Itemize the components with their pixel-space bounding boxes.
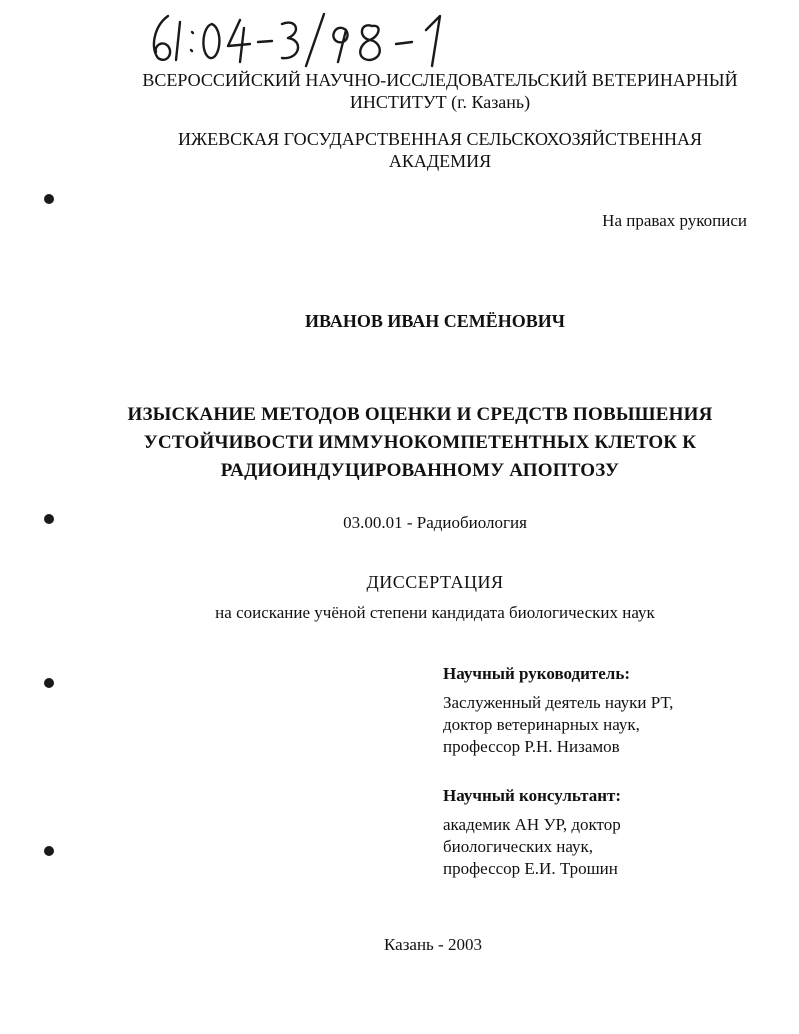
consultant-line2: биологических наук, [443,837,594,856]
supervisor-block [443,663,763,758]
consultant-line3: профессор Е.И. Трошин [443,859,618,878]
institution-1-line1: ВСЕРОССИЙСКИЙ НАУЧНО-ИССЛЕДОВАТЕЛЬСКИЙ ВЕТЕРИНАРНЫЙ [142,70,738,90]
punch-hole-mark [44,846,54,856]
title-line1: ИЗЫСКАНИЕ МЕТОДОВ ОЦЕНКИ И СРЕДСТВ ПОВЫШЕНИЯ [127,404,713,425]
supervisor-line2: доктор ветеринарных наук, [443,715,640,734]
supervisor-line3: профессор Р.Н. Низамов [443,737,620,756]
punch-hole-mark [44,678,54,688]
supervisor-line1: Заслуженный деятель науки РТ, [443,693,674,712]
document-type: ДИССЕРТАЦИЯ [366,572,504,592]
consultant-heading: Научный консультант: [443,786,622,805]
rights-note: На правах рукописи [602,211,747,230]
handwritten-archive-mark [140,8,460,70]
consultant-line1: академик АН УР, доктор [443,815,621,834]
title-line3: РАДИОИНДУЦИРОВАННОМУ АПОПТОЗУ [220,460,620,481]
specialty-code: 03.00.01 - Радиобиология [343,513,527,532]
dissertation-title [110,401,730,485]
institution-2-line2: АКАДЕМИЯ [388,151,492,171]
institution-1-line2: ИНСТИТУТ (г. Казань) [349,92,531,112]
city-year: Казань - 2003 [384,935,482,954]
institution-2-line1: ИЖЕВСКАЯ ГОСУДАРСТВЕННАЯ СЕЛЬСКОХОЗЯЙСТВЕННАЯ [178,129,702,149]
consultant-block [443,785,763,880]
author-name: ИВАНОВ ИВАН СЕМЁНОВИЧ [305,311,565,331]
punch-hole-mark [44,194,54,204]
title-line2: УСТОЙЧИВОСТИ ИММУНОКОМПЕТЕНТНЫХ КЛЕТОК К [143,432,697,453]
supervisor-heading: Научный руководитель: [443,664,630,683]
punch-hole-mark [44,514,54,524]
degree-statement: на соискание учёной степени кандидата биологических наук [215,603,655,622]
institution-1 [120,69,760,113]
institution-2 [120,128,760,172]
